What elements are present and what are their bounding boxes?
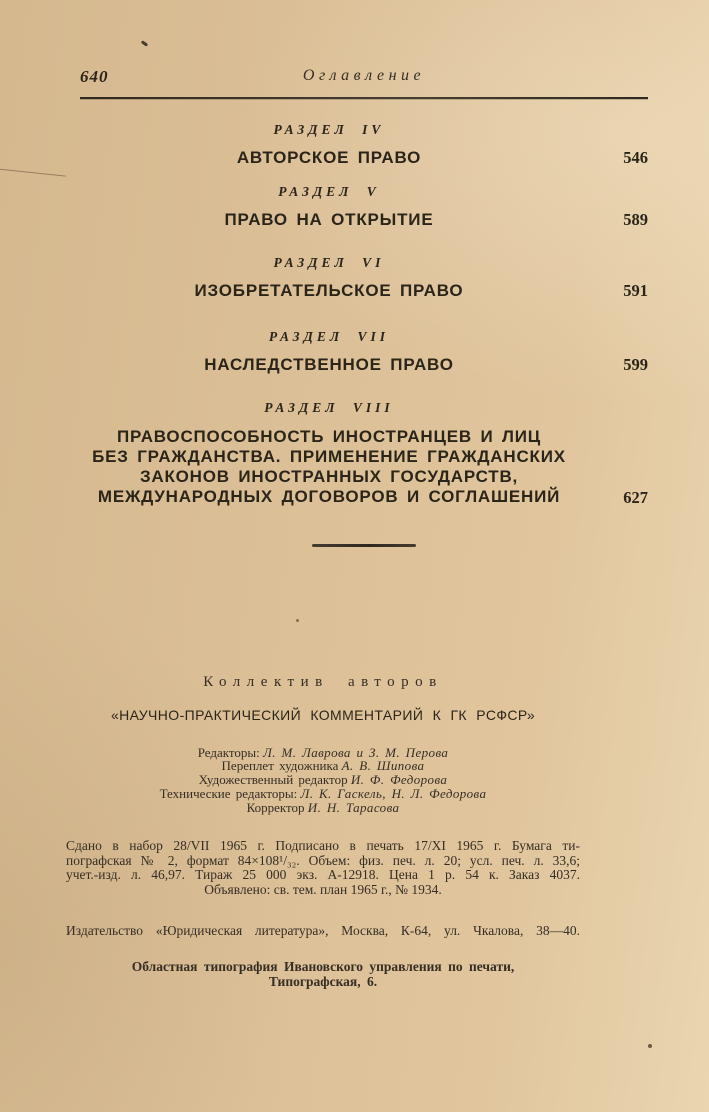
section-label: РАЗДЕЛ V [278, 184, 380, 199]
section-page-number: 627 [623, 488, 648, 507]
credit-names: А. В. Шипова [341, 758, 425, 774]
section-label: РАЗДЕЛ VI [273, 255, 385, 270]
credit-names: Л. М. Лаврова и З. М. Перова [262, 744, 449, 760]
credit-names: И. Ф. Федорова [350, 772, 448, 788]
credit-role: Корректор [246, 799, 305, 815]
section-label: РАЗДЕЛ VII [268, 329, 390, 344]
credit-line [66, 787, 580, 801]
toc-section-viii [80, 401, 648, 507]
section-title: ИЗОБРЕТАТЕЛЬСКОЕ ПРАВО [194, 281, 464, 300]
imprint-line: Объявлено: св. тем. план 1965 г., № 1934. [204, 881, 442, 897]
section-page-number: 591 [623, 281, 648, 300]
section-label: РАЗДЕЛ IV [273, 122, 385, 137]
section-label: РАЗДЕЛ VIII [264, 400, 394, 415]
section-page-number: 599 [623, 355, 648, 374]
authors-collective-label: Коллектив авторов [203, 673, 443, 690]
section-title: ПРАВО НА ОТКРЫТИЕ [224, 210, 434, 229]
credit-role: Художественный редактор [198, 772, 348, 788]
imprint-line: пографская № 2, формат 84×108¹/₃₂. Объем: физ. печ. л. 20; усл. печ. л. 33,6; [66, 852, 580, 868]
credits-block [66, 746, 580, 815]
toc-section-vi [80, 256, 648, 300]
running-head-title: Оглавление [302, 67, 426, 84]
credit-names: Л. К. Гаскель, Н. Л. Федорова [300, 785, 487, 801]
printer-block [66, 960, 580, 989]
credit-role: Технические редакторы: [159, 785, 298, 801]
section-title: АВТОРСКОЕ ПРАВО [236, 148, 422, 167]
printer-line: Областная типография Ивановского управления по печати, [131, 959, 515, 975]
publisher-line: Издательство «Юридическая литература», Москва, К-64, ул. Чкалова, 38—40. [66, 923, 580, 939]
credit-names: И. Н. Тарасова [307, 799, 400, 815]
folio-page-number: 640 [80, 67, 109, 86]
section-divider [312, 544, 416, 547]
section-title-line: БЕЗ ГРАЖДАНСТВА. ПРИМЕНЕНИЕ ГРАЖДАНСКИХ [92, 447, 566, 466]
credit-role: Редакторы: [197, 744, 260, 760]
toc-section-iv [80, 123, 648, 167]
section-page-number: 546 [623, 148, 648, 167]
table-of-contents [80, 123, 648, 507]
colophon [66, 674, 580, 990]
credit-role: Переплет художника [221, 758, 339, 774]
credit-line [66, 759, 580, 773]
section-title [80, 427, 578, 507]
imprint-block [66, 839, 580, 897]
toc-section-vii [80, 330, 648, 374]
section-title-line: ЗАКОНОВ ИНОСТРАННЫХ ГОСУДАРСТВ, [139, 467, 519, 486]
imprint-line: Сдано в набор 28/VII 1965 г. Подписано в печать 17/XI 1965 г. Бумага ти- [66, 838, 580, 854]
section-title: НАСЛЕДСТВЕННОЕ ПРАВО [204, 355, 454, 374]
running-head [80, 66, 648, 90]
credit-line [66, 773, 580, 787]
book-title: «НАУЧНО-ПРАКТИЧЕСКИЙ КОММЕНТАРИЙ К ГК РСФСР» [110, 706, 536, 723]
credit-line [66, 801, 580, 815]
credit-line [66, 746, 580, 760]
imprint-line: учет.-изд. л. 46,97. Тираж 25 000 экз. А-12918. Цена 1 р. 54 к. Заказ 4037. [66, 867, 580, 883]
printer-line: Типографская, 6. [268, 973, 378, 989]
header-rule [80, 97, 648, 99]
section-title-line: МЕЖДУНАРОДНЫХ ДОГОВОРОВ И СОГЛАШЕНИЙ [97, 487, 561, 506]
section-page-number: 589 [623, 210, 648, 229]
ink-speck [648, 1044, 652, 1048]
toc-section-v [80, 185, 648, 229]
section-title-line: ПРАВОСПОСОБНОСТЬ ИНОСТРАНЦЕВ И ЛИЦ [117, 427, 541, 446]
